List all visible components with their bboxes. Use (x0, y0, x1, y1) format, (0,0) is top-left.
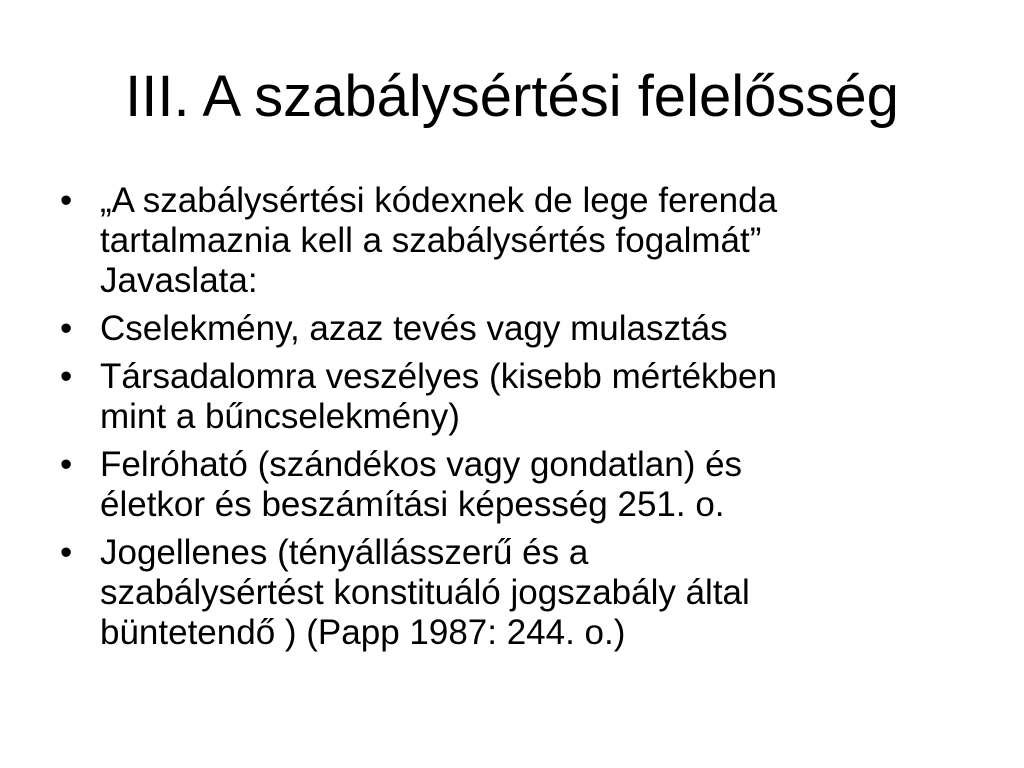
bullet-point-icon: • (60, 445, 73, 484)
bullet-item-unlawfulness (60, 533, 960, 653)
bullet-list (60, 181, 960, 661)
bullet-text-line: Társadalomra veszélyes (kisebb mértékben (100, 357, 777, 396)
bullet-point-icon: • (60, 357, 73, 396)
slide-title: III. A szabálysértési felelősség (125, 64, 899, 129)
bullet-text-line: büntetendő ) (Papp 1987: 244. o.) (100, 613, 626, 652)
bullet-item-culpability (60, 445, 960, 525)
bullet-item-danger (60, 357, 960, 437)
bullet-text-line: Jogellenes (tényállásszerű és a (100, 533, 589, 572)
bullet-text-line: mint a bűncselekmény) (100, 397, 460, 436)
bullet-text-line: életkor és beszámítási képesség 251. o. (100, 485, 725, 524)
bullet-text-line: tartalmaznia kell a szabálysértés fogalmát” (100, 221, 762, 260)
bullet-item-definition (60, 181, 960, 301)
bullet-point-icon: • (60, 181, 73, 220)
bullet-text-line: Felróható (szándékos vagy gondatlan) és (100, 445, 743, 484)
bullet-item-act (60, 309, 960, 349)
bullet-text-line: szabálysértést konstituáló jogszabály által (100, 573, 750, 612)
bullet-text-line: Javaslata: (100, 261, 258, 300)
bullet-point-icon: • (60, 533, 73, 572)
bullet-point-icon: • (60, 309, 73, 348)
bullet-text-line: Cselekmény, azaz tevés vagy mulasztás (100, 309, 728, 348)
bullet-text-line: „A szabálysértési kódexnek de lege ferenda (100, 181, 778, 220)
